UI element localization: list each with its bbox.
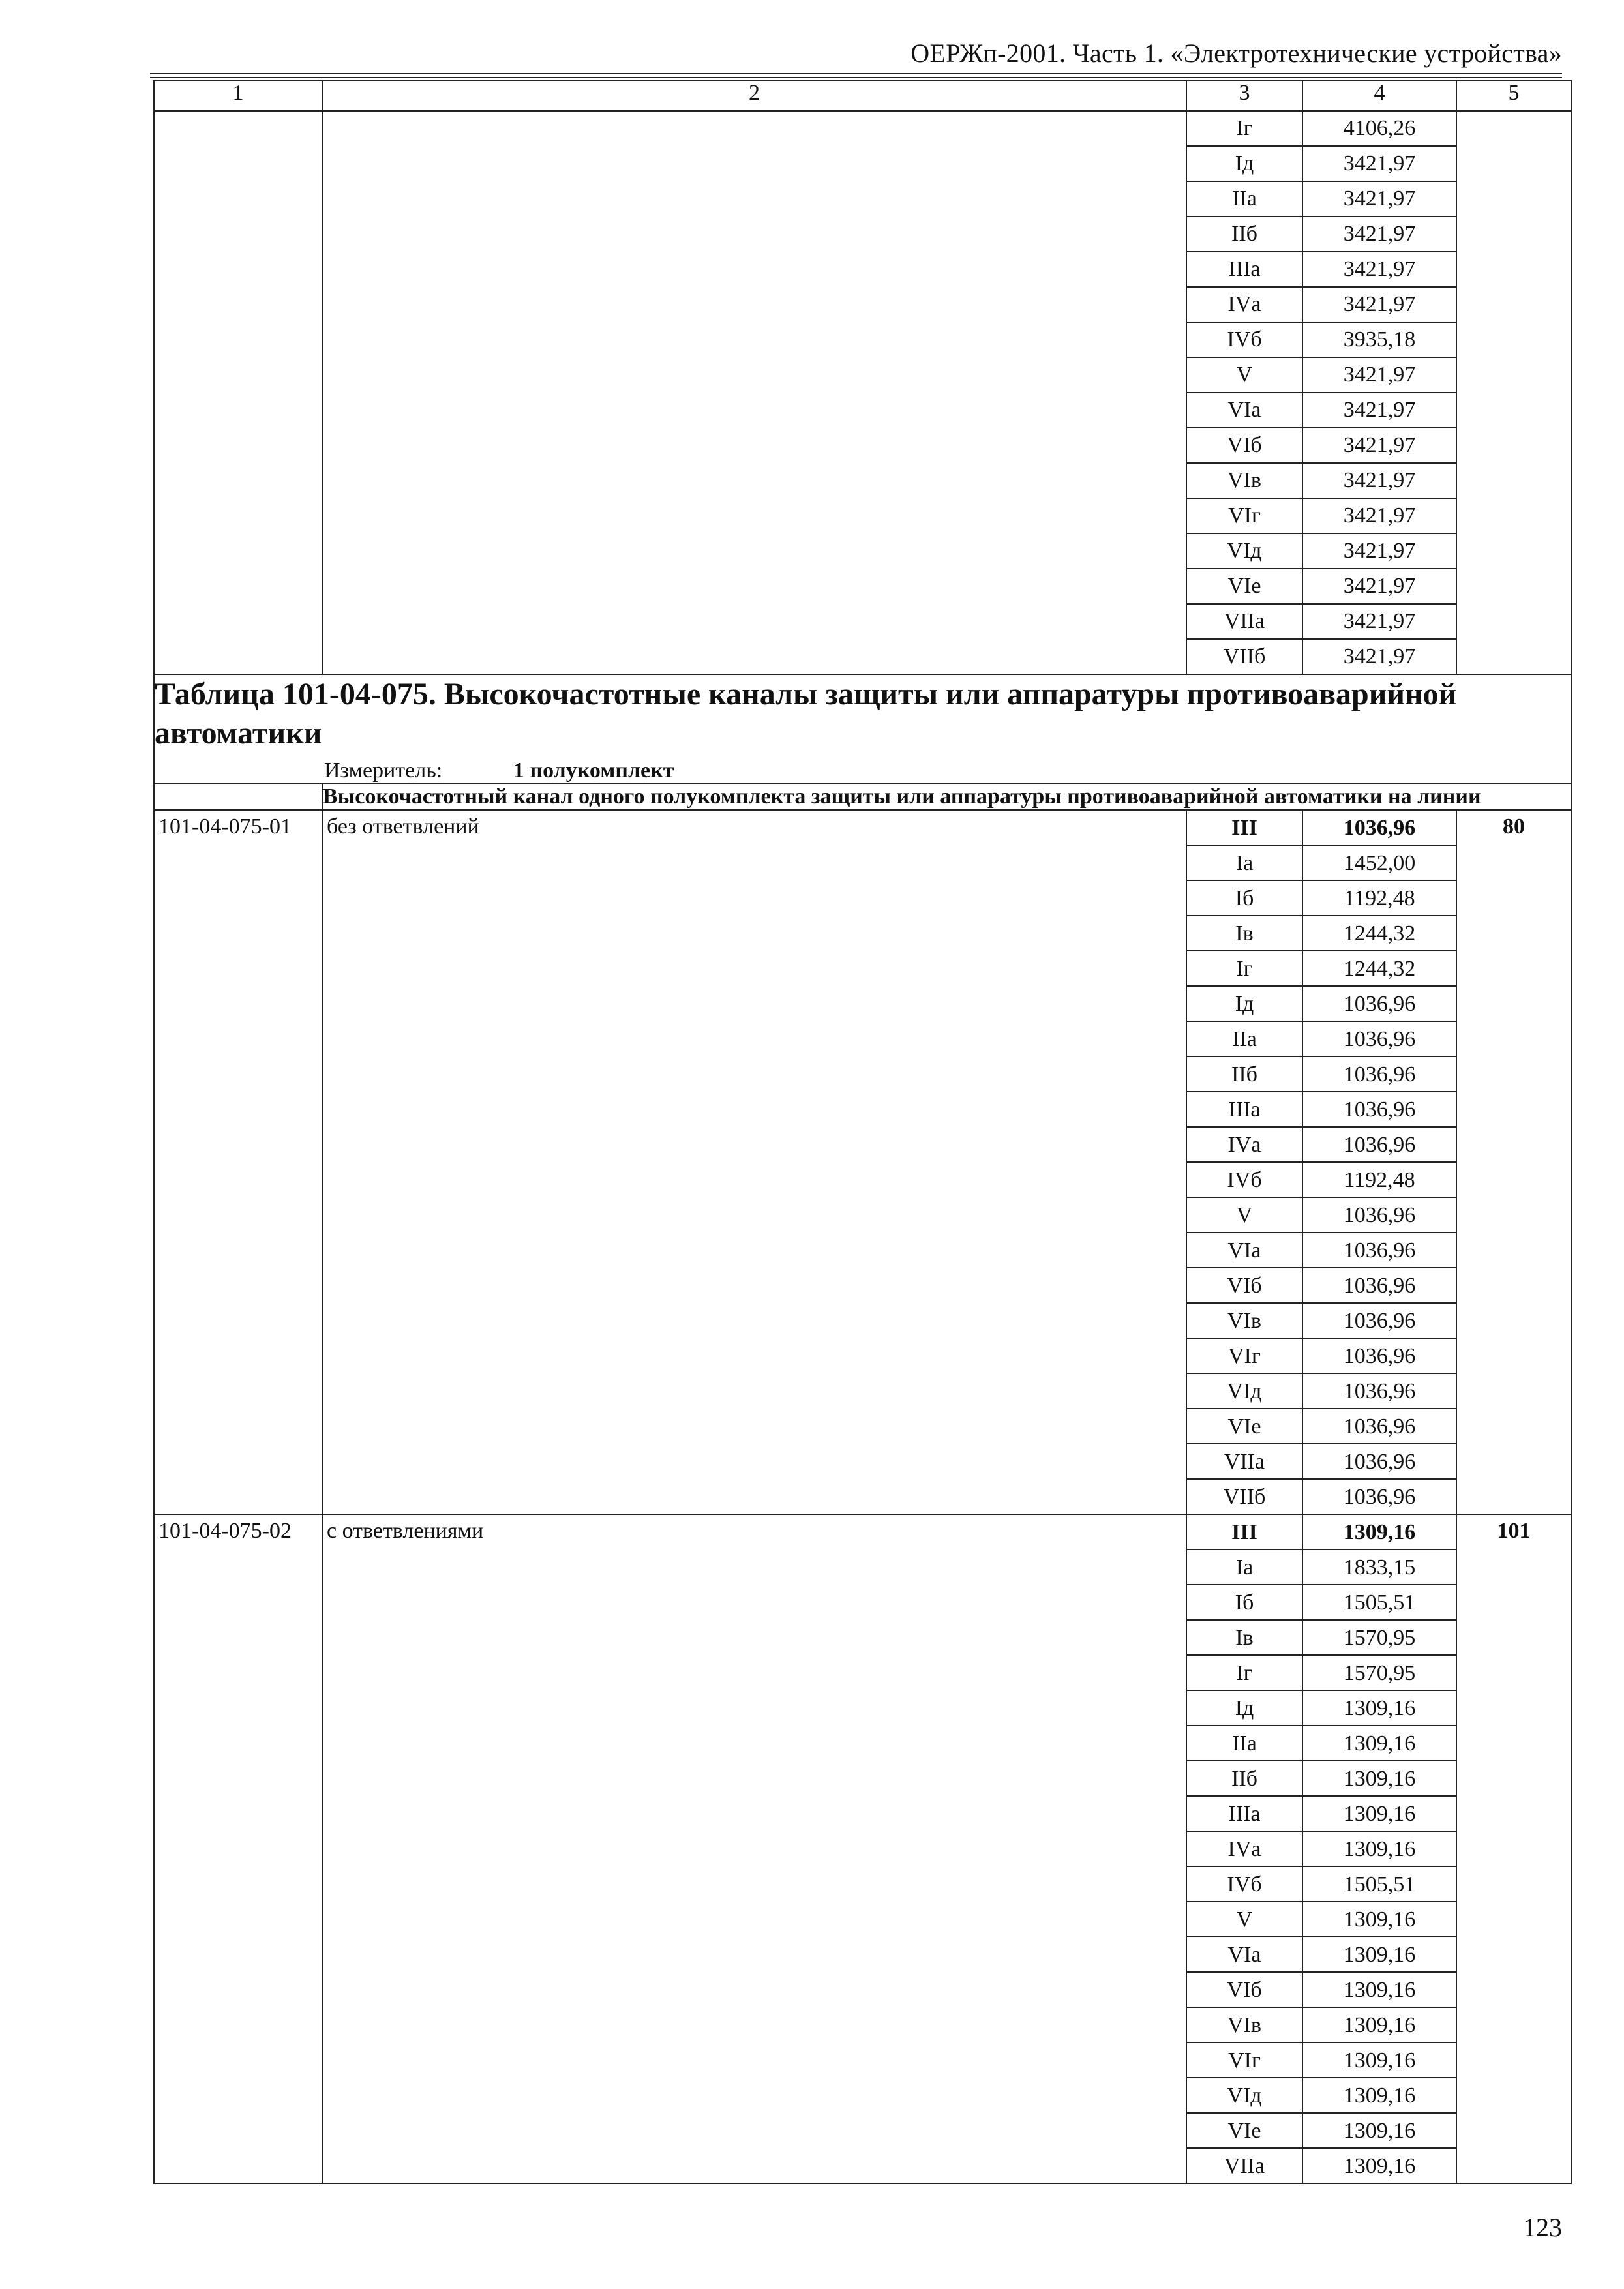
value-cell: 3421,97	[1302, 604, 1456, 639]
zone-cell: VIв	[1186, 1303, 1302, 1338]
value-cell: 1309,16	[1302, 1690, 1456, 1726]
zone-cell: VIг	[1186, 1338, 1302, 1373]
zone-cell: Iб	[1186, 1585, 1302, 1620]
value-cell: 1309,16	[1302, 1831, 1456, 1866]
zone-cell: V	[1186, 357, 1302, 393]
value-cell: 1505,51	[1302, 1866, 1456, 1902]
value-cell: 1036,96	[1302, 1373, 1456, 1409]
zone-cell: Iг	[1186, 111, 1302, 146]
value-cell: 3421,97	[1302, 639, 1456, 674]
zone-cell: VIIа	[1186, 604, 1302, 639]
zone-cell: VIе	[1186, 1409, 1302, 1444]
value-cell: 1309,16	[1302, 2007, 1456, 2042]
empty-cell	[154, 783, 322, 810]
value-cell: 1309,16	[1302, 1761, 1456, 1796]
zone-cell: IVб	[1186, 322, 1302, 357]
zone-cell: IVа	[1186, 1127, 1302, 1162]
zone-cell: VIд	[1186, 2078, 1302, 2113]
value-cell: 3421,97	[1302, 393, 1456, 428]
zone-cell: IIIа	[1186, 1796, 1302, 1831]
table-subtitle: Высокочастотный канал одного полукомплекта защиты или аппаратуры противоаварийной автоматики на линии	[323, 785, 1481, 809]
value-cell: 1309,16	[1302, 2113, 1456, 2148]
value-cell: 3421,97	[1302, 357, 1456, 393]
item-code	[154, 111, 322, 674]
value-cell: 1505,51	[1302, 1585, 1456, 1620]
value-cell: 1036,96	[1302, 1479, 1456, 1514]
value-cell: 1309,16	[1302, 1726, 1456, 1761]
zone-cell: III	[1186, 810, 1302, 845]
value-cell: 1036,96	[1302, 1303, 1456, 1338]
zone-cell: IIб	[1186, 1761, 1302, 1796]
zone-cell: VIIа	[1186, 1444, 1302, 1479]
value-cell: 1036,96	[1302, 1127, 1456, 1162]
col5-cell: 101	[1456, 1514, 1571, 2183]
value-cell: 3421,97	[1302, 287, 1456, 322]
col5-cell	[1456, 111, 1571, 674]
value-cell: 3421,97	[1302, 498, 1456, 533]
value-cell: 1570,95	[1302, 1655, 1456, 1690]
zone-cell: IVб	[1186, 1162, 1302, 1197]
table-row	[154, 810, 1571, 845]
zone-cell: VIIб	[1186, 1479, 1302, 1514]
value-cell: 3421,97	[1302, 217, 1456, 252]
value-cell: 1036,96	[1302, 1197, 1456, 1233]
value-cell: 3421,97	[1302, 146, 1456, 181]
zone-cell: Iг	[1186, 951, 1302, 986]
table-title-row	[154, 674, 1571, 783]
column-header: 2	[322, 80, 1186, 111]
value-cell: 1244,32	[1302, 916, 1456, 951]
page-header: ОЕРЖп-2001. Часть 1. «Электротехнические устройства»	[910, 38, 1562, 68]
zone-cell: VIIб	[1186, 639, 1302, 674]
value-cell: 3421,97	[1302, 533, 1456, 569]
table-title: Таблица 101-04-075. Высокочастотные каналы защиты или аппаратуры противоаварийной автоматики	[155, 677, 1457, 751]
value-cell: 1309,16	[1302, 2078, 1456, 2113]
value-cell: 1036,96	[1302, 810, 1456, 845]
table-title-cell	[154, 674, 1571, 783]
value-cell: 1036,96	[1302, 1021, 1456, 1056]
value-cell: 1309,16	[1302, 1514, 1456, 1549]
zone-cell: IIа	[1186, 1021, 1302, 1056]
zone-cell: IIб	[1186, 1056, 1302, 1092]
item-name: без ответвлений	[322, 810, 1186, 1514]
zone-cell: Iд	[1186, 146, 1302, 181]
column-header: 3	[1186, 80, 1302, 111]
table-row	[154, 111, 1571, 146]
value-cell: 1036,96	[1302, 1409, 1456, 1444]
column-header: 4	[1302, 80, 1456, 111]
column-header: 5	[1456, 80, 1571, 111]
zone-cell: VIе	[1186, 569, 1302, 604]
value-cell: 1570,95	[1302, 1620, 1456, 1655]
subtitle-row	[154, 783, 1571, 810]
value-cell: 1036,96	[1302, 1092, 1456, 1127]
zone-cell: VIв	[1186, 2007, 1302, 2042]
value-cell: 1036,96	[1302, 1444, 1456, 1479]
item-code: 101-04-075-02	[154, 1514, 322, 2183]
value-cell: 1309,16	[1302, 1937, 1456, 1972]
value-cell: 1309,16	[1302, 2148, 1456, 2183]
zone-cell: VIа	[1186, 1233, 1302, 1268]
zone-cell: IVб	[1186, 1866, 1302, 1902]
zone-cell: VIг	[1186, 2042, 1302, 2078]
zone-cell: IIа	[1186, 1726, 1302, 1761]
value-cell: 1452,00	[1302, 845, 1456, 880]
header-rule	[150, 73, 1562, 74]
zone-cell: Iб	[1186, 880, 1302, 916]
measure-value: 1 полукомплект	[513, 758, 674, 783]
col5-cell: 80	[1456, 810, 1571, 1514]
table-row	[154, 1514, 1571, 1549]
zone-cell: Iд	[1186, 986, 1302, 1021]
column-header: 1	[154, 80, 322, 111]
zone-cell: VIе	[1186, 2113, 1302, 2148]
value-cell: 3421,97	[1302, 181, 1456, 217]
price-table	[153, 80, 1572, 2184]
zone-cell: VIб	[1186, 428, 1302, 463]
value-cell: 1036,96	[1302, 1233, 1456, 1268]
value-cell: 1036,96	[1302, 986, 1456, 1021]
item-name	[322, 111, 1186, 674]
zone-cell: Iв	[1186, 1620, 1302, 1655]
measure-line	[155, 758, 1571, 783]
value-cell: 1309,16	[1302, 1796, 1456, 1831]
zone-cell: III	[1186, 1514, 1302, 1549]
item-name: с ответвлениями	[322, 1514, 1186, 2183]
zone-cell: VIа	[1186, 1937, 1302, 1972]
zone-cell: VIд	[1186, 1373, 1302, 1409]
zone-cell: IVа	[1186, 287, 1302, 322]
value-cell: 1192,48	[1302, 1162, 1456, 1197]
zone-cell: VIIа	[1186, 2148, 1302, 2183]
value-cell: 1309,16	[1302, 1972, 1456, 2007]
zone-cell: VIв	[1186, 463, 1302, 498]
value-cell: 3421,97	[1302, 252, 1456, 287]
zone-cell: Iг	[1186, 1655, 1302, 1690]
zone-cell: Iв	[1186, 916, 1302, 951]
zone-cell: VIг	[1186, 498, 1302, 533]
zone-cell: IIIа	[1186, 252, 1302, 287]
page-number: 123	[1523, 2213, 1562, 2242]
value-cell: 3421,97	[1302, 463, 1456, 498]
column-header-row	[154, 80, 1571, 111]
zone-cell: V	[1186, 1197, 1302, 1233]
item-code: 101-04-075-01	[154, 810, 322, 1514]
zone-cell: VIа	[1186, 393, 1302, 428]
value-cell: 3935,18	[1302, 322, 1456, 357]
value-cell: 1309,16	[1302, 2042, 1456, 2078]
zone-cell: IIIа	[1186, 1092, 1302, 1127]
zone-cell: IIа	[1186, 181, 1302, 217]
value-cell: 3421,97	[1302, 428, 1456, 463]
header-rule	[150, 77, 1562, 78]
value-cell: 4106,26	[1302, 111, 1456, 146]
zone-cell: VIд	[1186, 533, 1302, 569]
zone-cell: VIб	[1186, 1268, 1302, 1303]
value-cell: 3421,97	[1302, 569, 1456, 604]
zone-cell: VIб	[1186, 1972, 1302, 2007]
zone-cell: IIб	[1186, 217, 1302, 252]
value-cell: 1036,96	[1302, 1056, 1456, 1092]
subtitle-cell	[322, 783, 1571, 810]
zone-cell: V	[1186, 1902, 1302, 1937]
measure-label: Измеритель:	[324, 758, 443, 783]
zone-cell: IVа	[1186, 1831, 1302, 1866]
value-cell: 1036,96	[1302, 1268, 1456, 1303]
value-cell: 1309,16	[1302, 1902, 1456, 1937]
value-cell: 1244,32	[1302, 951, 1456, 986]
value-cell: 1833,15	[1302, 1549, 1456, 1585]
value-cell: 1192,48	[1302, 880, 1456, 916]
zone-cell: Iа	[1186, 1549, 1302, 1585]
zone-cell: Iд	[1186, 1690, 1302, 1726]
zone-cell: Iа	[1186, 845, 1302, 880]
value-cell: 1036,96	[1302, 1338, 1456, 1373]
